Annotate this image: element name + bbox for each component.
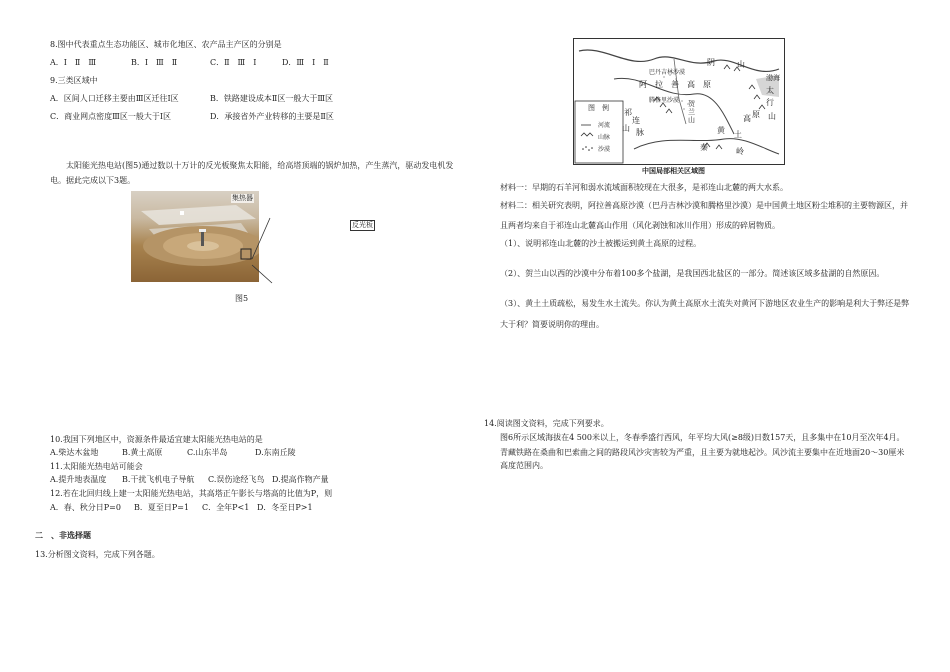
figure5-caption: 图5 bbox=[235, 294, 249, 303]
q9-option-c: C．商业网点密度Ⅲ区一般大于Ⅰ区 bbox=[50, 112, 171, 121]
q8-option-c: C．Ⅱ Ⅲ Ⅰ bbox=[210, 58, 257, 67]
solar-intro-line1: 太阳能光热电站(图5)通过数以十万计的反光板聚焦太阳能，给高塔顶端的锅炉加热，产生蒸汽，驱动发电机发 bbox=[66, 161, 454, 170]
reflector-label: 反光板 bbox=[352, 221, 373, 229]
section2-title: 二 、非选择题 bbox=[35, 530, 91, 540]
solar-intro-line2: 电。据此完成以下3题。 bbox=[50, 176, 136, 185]
material-2-line1: 材料二：相关研究表明，阿拉善高原沙漠（巴丹吉林沙漠和腾格里沙漠）是中国黄土地区粉尘堆积的主要物源区，并 bbox=[500, 201, 908, 210]
map-label-lan: 兰 bbox=[688, 108, 695, 116]
q11-option-a: A.提升地表温度 bbox=[50, 475, 107, 484]
q11-option-b: B.干扰飞机电子导航 bbox=[122, 475, 195, 484]
q10-option-d: D.东南丘陵 bbox=[255, 448, 296, 457]
map-label-shan1: 山 bbox=[737, 60, 745, 69]
legend-mountain: 山脉 bbox=[598, 134, 611, 141]
q11-stem: 11.太阳能光热电站可能会 bbox=[50, 462, 143, 471]
map-label-shan3: 山 bbox=[688, 116, 695, 124]
map-label-huang: 黄 bbox=[717, 126, 725, 135]
q8-option-d: D．Ⅲ Ⅰ Ⅱ bbox=[282, 58, 329, 67]
map-label-badain: 巴丹吉林沙漠 bbox=[649, 69, 686, 76]
sub-question-2: （2）、贺兰山以西的沙漠中分布着100多个盐湖，是我国西北盐区的一部分。简述该区域多盐湖的自然原因。 bbox=[500, 269, 885, 278]
legend-river: 河流 bbox=[598, 122, 611, 129]
map-label-bohai: 渤海 bbox=[766, 74, 780, 82]
q10-option-a: A.柴达木盆地 bbox=[50, 448, 99, 457]
map-label-alashan: 阿 拉 善 高 原 bbox=[639, 80, 711, 89]
q11-option-c: C.误伤途经飞鸟 bbox=[208, 475, 265, 484]
region-map bbox=[573, 38, 785, 165]
map-label-ling: 岭 bbox=[736, 147, 744, 156]
q12-option-d: D．冬至日P>1 bbox=[257, 503, 313, 512]
map-label-yin: 阴 bbox=[707, 58, 715, 67]
sub-question-1: （1）、说明祁连山北麓的沙土被搬运到黄土高原的过程。 bbox=[500, 239, 702, 248]
solar-plant-photo bbox=[131, 191, 259, 282]
map-label-tai: 太 bbox=[766, 86, 774, 95]
q8-option-a: A．Ⅰ Ⅱ Ⅲ bbox=[50, 58, 97, 67]
map-label-tengger: 腾格里沙漠 bbox=[649, 97, 680, 104]
map-label-shan4: 山 bbox=[768, 112, 776, 121]
map-label-yuan: 原 bbox=[752, 110, 760, 119]
map-label-gao: 高 bbox=[743, 114, 751, 123]
q9-option-b: B．铁路建设成本Ⅱ区一般大于Ⅲ区 bbox=[210, 94, 334, 103]
callout-lines bbox=[250, 215, 280, 285]
map-label-hang: 行 bbox=[766, 98, 774, 107]
q12-option-a: A．春、秋分日P=0 bbox=[50, 503, 121, 512]
material-1: 材料一：早期的石羊河和弱水流域面积较现在大很多，是祁连山北麓的两大水系。 bbox=[500, 183, 788, 192]
legend-desert: 沙漠 bbox=[598, 146, 611, 153]
map-label-lian: 连 bbox=[632, 116, 640, 125]
q10-stem: 10.我国下列地区中，资源条件最适宜建太阳能光热电站的是 bbox=[50, 435, 263, 444]
sub-question-3-line1: （3）、黄土土质疏松，易发生水土流失。你认为黄土高原水土流失对黄河下游地区农业生产的影响是利大于弊还是弊 bbox=[500, 299, 910, 308]
sub-question-3-line2: 大于利？简要说明你的理由。 bbox=[500, 320, 604, 329]
q14-para-line3: 高度范围内。 bbox=[500, 461, 548, 470]
q10-option-c: C.山东半岛 bbox=[187, 448, 228, 457]
map-label-mai: 脉 bbox=[636, 128, 644, 137]
material-2-line2: 且两者均来自于祁连山北麓高山作用（风化剥蚀和冰川作用）形成的碎屑物质。 bbox=[500, 221, 780, 230]
q9-option-a: A．区间人口迁移主要由Ⅲ区迁往Ⅰ区 bbox=[50, 94, 179, 103]
q9-stem: 9.三类区域中 bbox=[50, 76, 98, 85]
q10-option-b: B.黄土高原 bbox=[122, 448, 163, 457]
q14-stem: 14.阅读图文资料，完成下列要求。 bbox=[484, 419, 609, 428]
q13-stem: 13.分析图文资料，完成下列各题。 bbox=[35, 550, 160, 559]
q14-para-line1: 图6所示区域海拔在4 500米以上，冬春季盛行西风，年平均大风(≥8级)日数157天，且多集中在10月至次年4月。 bbox=[500, 433, 905, 442]
map-label-qin: 秦 bbox=[700, 143, 708, 152]
map-label-he: 贺 bbox=[688, 100, 695, 108]
map-label-qi: 祁 bbox=[624, 108, 632, 117]
q8-option-b: B．Ⅰ Ⅲ Ⅱ bbox=[131, 58, 178, 67]
photo-label: 集热器 bbox=[232, 194, 253, 202]
q9-option-d: D．承接省外产业转移的主要是Ⅱ区 bbox=[210, 112, 334, 121]
q14-para-line2: 青藏铁路在桑曲和巴索曲之间的路段风沙灾害较为严重，且主要为就地起沙。风沙流主要集中在近地面20～30厘米 bbox=[500, 448, 905, 457]
q8-stem: 8.图中代表重点生态功能区、城市化地区、农产品主产区的分别是 bbox=[50, 40, 282, 49]
q12-stem: 12.若在北回归线上建一太阳能光热电站，其高塔正午影长与塔高的比值为P，则 bbox=[50, 489, 333, 498]
q11-option-d: D.提高作物产量 bbox=[272, 475, 329, 484]
legend-title: 图 例 bbox=[588, 104, 609, 112]
q12-option-b: B．夏至日P=1 bbox=[134, 503, 190, 512]
map-label-tu: 土 bbox=[734, 130, 742, 139]
q12-option-c: C．全年P<1 bbox=[202, 503, 250, 512]
map-label-shan2: 山 bbox=[622, 124, 630, 133]
solar-plant-drawing bbox=[131, 191, 259, 282]
map-caption: 中国局部相关区域图 bbox=[642, 166, 705, 175]
